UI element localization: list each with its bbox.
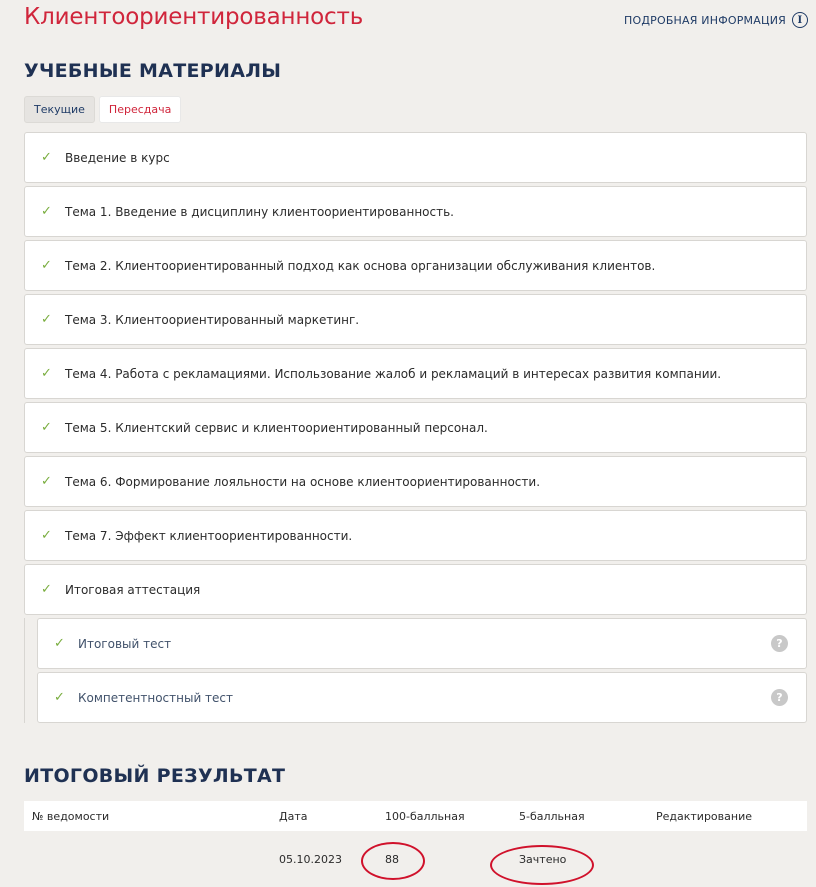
module-label: Тема 3. Клиентоориентированный маркетинг. <box>65 312 360 327</box>
page-title: Клиентоориентированность <box>24 4 364 30</box>
more-info-link[interactable] <box>624 12 808 28</box>
more-info-label[interactable]: ПОДРОБНАЯ ИНФОРМАЦИЯ <box>624 13 786 27</box>
sub-module-final-test[interactable] <box>37 618 807 669</box>
module-list <box>24 132 807 726</box>
sub-module-competency-test[interactable] <box>37 672 807 723</box>
module-label: Итоговая аттестация <box>65 582 201 597</box>
check-icon: ✓ <box>41 366 52 381</box>
module-intro[interactable] <box>24 132 807 183</box>
check-icon: ✓ <box>41 258 52 273</box>
check-icon: ✓ <box>41 474 52 489</box>
module-topic-6[interactable] <box>24 456 807 507</box>
check-icon: ✓ <box>54 636 65 651</box>
module-label: Тема 2. Клиентоориентированный подход как основа организации обслуживания клиентов. <box>65 258 656 273</box>
check-icon: ✓ <box>41 420 52 435</box>
module-label: Тема 4. Работа с рекламациями. Использование жалоб и рекламаций в интересах развития компании. <box>65 366 722 381</box>
module-label: Тема 6. Формирование лояльности на основе клиентоориентированности. <box>65 474 541 489</box>
materials-tabs <box>24 96 181 123</box>
col-date: Дата <box>279 809 308 823</box>
annotation-circle-score100 <box>361 842 425 880</box>
col-edit: Редактирование <box>656 809 752 823</box>
col-score-100: 100-балльная <box>385 809 465 823</box>
module-final-attestation[interactable] <box>24 564 807 615</box>
question-icon[interactable]: ? <box>771 635 788 652</box>
materials-heading: УЧЕБНЫЕ МАТЕРИАЛЫ <box>24 60 282 82</box>
check-icon: ✓ <box>41 204 52 219</box>
cell-score-100: 88 <box>385 852 399 866</box>
check-icon: ✓ <box>54 690 65 705</box>
question-icon[interactable]: ? <box>771 689 788 706</box>
module-label: Тема 5. Клиентский сервис и клиентоориентированный персонал. <box>65 420 488 435</box>
info-icon[interactable]: I <box>792 12 808 28</box>
module-topic-7[interactable] <box>24 510 807 561</box>
module-label: Введение в курс <box>65 150 170 165</box>
module-topic-1[interactable] <box>24 186 807 237</box>
check-icon: ✓ <box>41 582 52 597</box>
check-icon: ✓ <box>41 312 52 327</box>
sub-module-label[interactable]: Итоговый тест <box>78 636 172 651</box>
module-label: Тема 7. Эффект клиентоориентированности. <box>65 528 353 543</box>
sub-module-list <box>24 618 807 723</box>
annotation-circle-score5 <box>490 845 594 885</box>
module-topic-5[interactable] <box>24 402 807 453</box>
tab-retake[interactable]: Пересдача <box>99 96 181 123</box>
check-icon: ✓ <box>41 150 52 165</box>
results-heading: ИТОГОВЫЙ РЕЗУЛЬТАТ <box>24 765 286 787</box>
module-topic-4[interactable] <box>24 348 807 399</box>
sub-module-label[interactable]: Компетентностный тест <box>78 690 234 705</box>
cell-date: 05.10.2023 <box>279 852 342 866</box>
module-topic-2[interactable] <box>24 240 807 291</box>
col-score-5: 5-балльная <box>519 809 585 823</box>
cell-score-5: Зачтено <box>519 852 567 866</box>
module-label: Тема 1. Введение в дисциплину клиентоориентированность. <box>65 204 454 219</box>
col-statement: № ведомости <box>32 809 110 823</box>
module-topic-3[interactable] <box>24 294 807 345</box>
tab-current[interactable]: Текущие <box>24 96 95 123</box>
check-icon: ✓ <box>41 528 52 543</box>
table-header <box>24 801 807 831</box>
